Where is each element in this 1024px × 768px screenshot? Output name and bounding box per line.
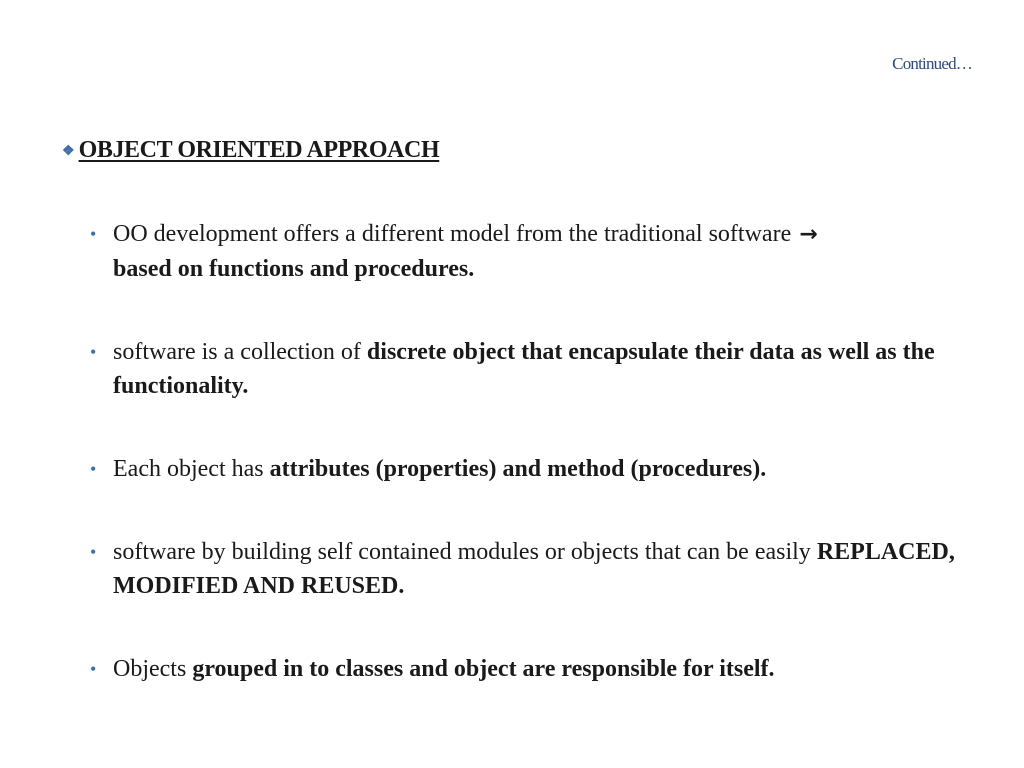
list-item <box>88 535 968 603</box>
bullet-text: software is a collection of <box>113 339 367 365</box>
bullet-bold-text: attributes (properties) and method (procedures). <box>269 456 767 482</box>
list-item <box>88 652 968 686</box>
bullet-text: OO development offers a different model from the traditional software <box>113 221 792 247</box>
bullet-bold-text: based on functions and procedures. <box>113 256 475 282</box>
bullet-bold-text: discrete object that encapsulate their data as well as the functionality. <box>113 339 935 399</box>
bullet-text: software by building self contained modules or objects that can be easily <box>113 539 817 565</box>
section-heading <box>62 137 439 164</box>
bullet-dot-icon: • <box>90 659 97 679</box>
bullet-dot-icon: • <box>90 342 97 362</box>
list-item <box>88 217 968 286</box>
list-item <box>88 335 968 403</box>
diamond-icon: ❖ <box>62 144 75 159</box>
bullet-list <box>88 217 968 686</box>
bullet-bold-text: REPLACED, MODIFIED AND REUSED. <box>113 539 955 599</box>
arrow-right-icon: → <box>799 222 818 247</box>
bullet-text: Each object has <box>113 456 270 482</box>
list-item <box>88 452 968 486</box>
bullet-text: Objects <box>113 656 193 682</box>
bullet-dot-icon: • <box>90 459 97 479</box>
bullet-dot-icon: • <box>90 542 97 562</box>
bullet-bold-text: grouped in to classes and object are responsible for itself. <box>192 656 775 682</box>
bullet-dot-icon: • <box>90 224 97 244</box>
section-heading-text: OBJECT ORIENTED APPROACH <box>78 137 440 163</box>
continued-label: Continued… <box>892 54 972 73</box>
